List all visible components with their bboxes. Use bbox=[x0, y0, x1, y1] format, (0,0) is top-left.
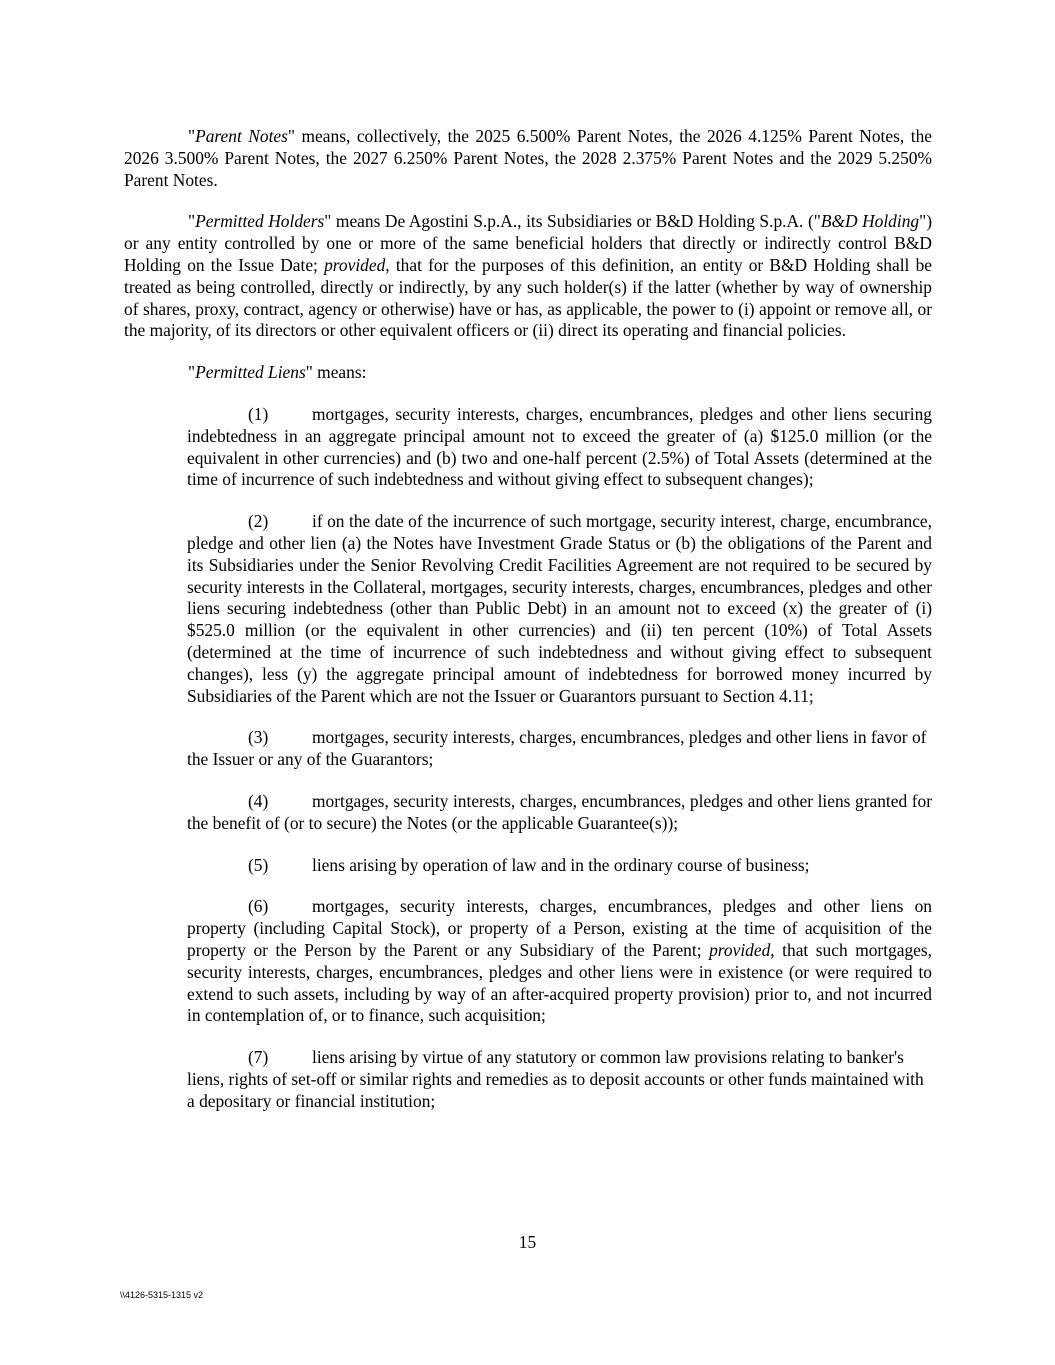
item-number: (6) bbox=[248, 896, 269, 917]
document-page bbox=[124, 126, 932, 1132]
defined-term: Permitted Holders bbox=[195, 211, 325, 232]
emphasis-provided: provided bbox=[709, 939, 771, 960]
defined-term: Permitted Liens bbox=[195, 362, 306, 383]
definition-permitted-liens: "Permitted Liens" means: bbox=[188, 362, 367, 383]
page-number: 15 bbox=[518, 1232, 537, 1252]
list-item: (6) mortgages, security interests, charges, encumbrances, pledges and other liens on property (including Capital Stock), or property of a Person, existing at the time of acquisition of the property or the Person by the Parent or any Subsidiary of the Parent; provided, that such mortgages, security interests, charges, encumbrances, pledges and other liens were in existence (or were required to extend to such assets, including by way of an after-acquired property provision) prior to, and not incurred in contemplation of, or to finance, such acquisition; bbox=[187, 896, 932, 1026]
item-number: (1) bbox=[248, 403, 269, 424]
defined-term: Parent Notes bbox=[195, 126, 288, 146]
defined-term: B&D Holding bbox=[820, 211, 920, 232]
list-item: (4) mortgages, security interests, charges, encumbrances, pledges and other liens granted for the benefit of (or to secure) the Notes (or the applicable Guarantee(s)); bbox=[187, 790, 932, 833]
document-id: \\4126-5315-1315 v2 bbox=[120, 1290, 204, 1300]
item-number: (5) bbox=[248, 854, 269, 875]
list-item: (3) mortgages, security interests, charges, encumbrances, pledges and other liens in favor of the Issuer or any of the Guarantors; bbox=[187, 727, 927, 770]
list-item: (1) mortgages, security interests, charges, encumbrances, pledges and other liens securing indebtedness in an aggregate principal amount not to exceed the greater of (a) $125.0 million (or the equivalent in other currencies) and (b) two and one-half percent (2.5%) of Total Assets (determined at the time of incurrence of such indebtedness and without giving effect to subsequent changes); bbox=[187, 403, 932, 490]
definition-permitted-holders: "Permitted Holders" means De Agostini S.p.A., its Subsidiaries or B&D Holding S.p.A. ("B&D Holding") or any entity controlled by one or more of the same beneficial holders that directly or indirectly control B&D Holding on the Issue Date; provided, that for the purposes of this definition, an entity or B&D Holding shall be treated as being controlled, directly or indirectly, by any such holder(s) if the latter (whether by way of ownership of shares, proxy, contract, agency or otherwise) have or has, as applicable, the power to (i) appoint or remove all, or the majority, of its directors or other equivalent officers or (ii) direct its operating and financial policies. bbox=[124, 211, 932, 341]
item-number: (2) bbox=[248, 511, 269, 532]
list-item: (5) liens arising by operation of law and in the ordinary course of business; bbox=[248, 854, 810, 875]
item-number: (3) bbox=[248, 727, 269, 748]
definition-parent-notes: "Parent Notes" means, collectively, the 2025 6.500% Parent Notes, the 2026 4.125% Parent Notes, the 2026 3.500% Parent Notes, the 2027 6.250% Parent Notes, the 2028 2.375% Parent Notes and the 2029 5.250% Parent Notes. bbox=[124, 126, 932, 190]
list-item: (7) liens arising by virtue of any statutory or common law provisions relating to banker's liens, rights of set-off or similar rights and remedies as to deposit accounts or other funds maintained with a depositary or financial institution; bbox=[187, 1047, 924, 1111]
list-item: (2) if on the date of the incurrence of such mortgage, security interest, charge, encumbrance, pledge and other lien (a) the Notes have Investment Grade Status or (b) the obligations of the Parent and its Subsidiaries under the Senior Revolving Credit Facilities Agreement are not required to be secured by security interests in the Collateral, mortgages, security interests, charges, encumbrances, pledges and other liens securing indebtedness (other than Public Debt) in an amount not to exceed (x) the greater of (i) $525.0 million (or the equivalent in other currencies) and (ii) ten percent (10%) of Total Assets (determined at the time of incurrence of such indebtedness and without giving effect to subsequent changes), less (y) the aggregate principal amount of indebtedness for borrowed money incurred by Subsidiaries of the Parent which are not the Issuer or Guarantors pursuant to Section 4.11; bbox=[187, 511, 932, 706]
item-number: (4) bbox=[248, 790, 269, 811]
item-number: (7) bbox=[248, 1047, 269, 1068]
emphasis-provided: provided bbox=[324, 254, 386, 275]
